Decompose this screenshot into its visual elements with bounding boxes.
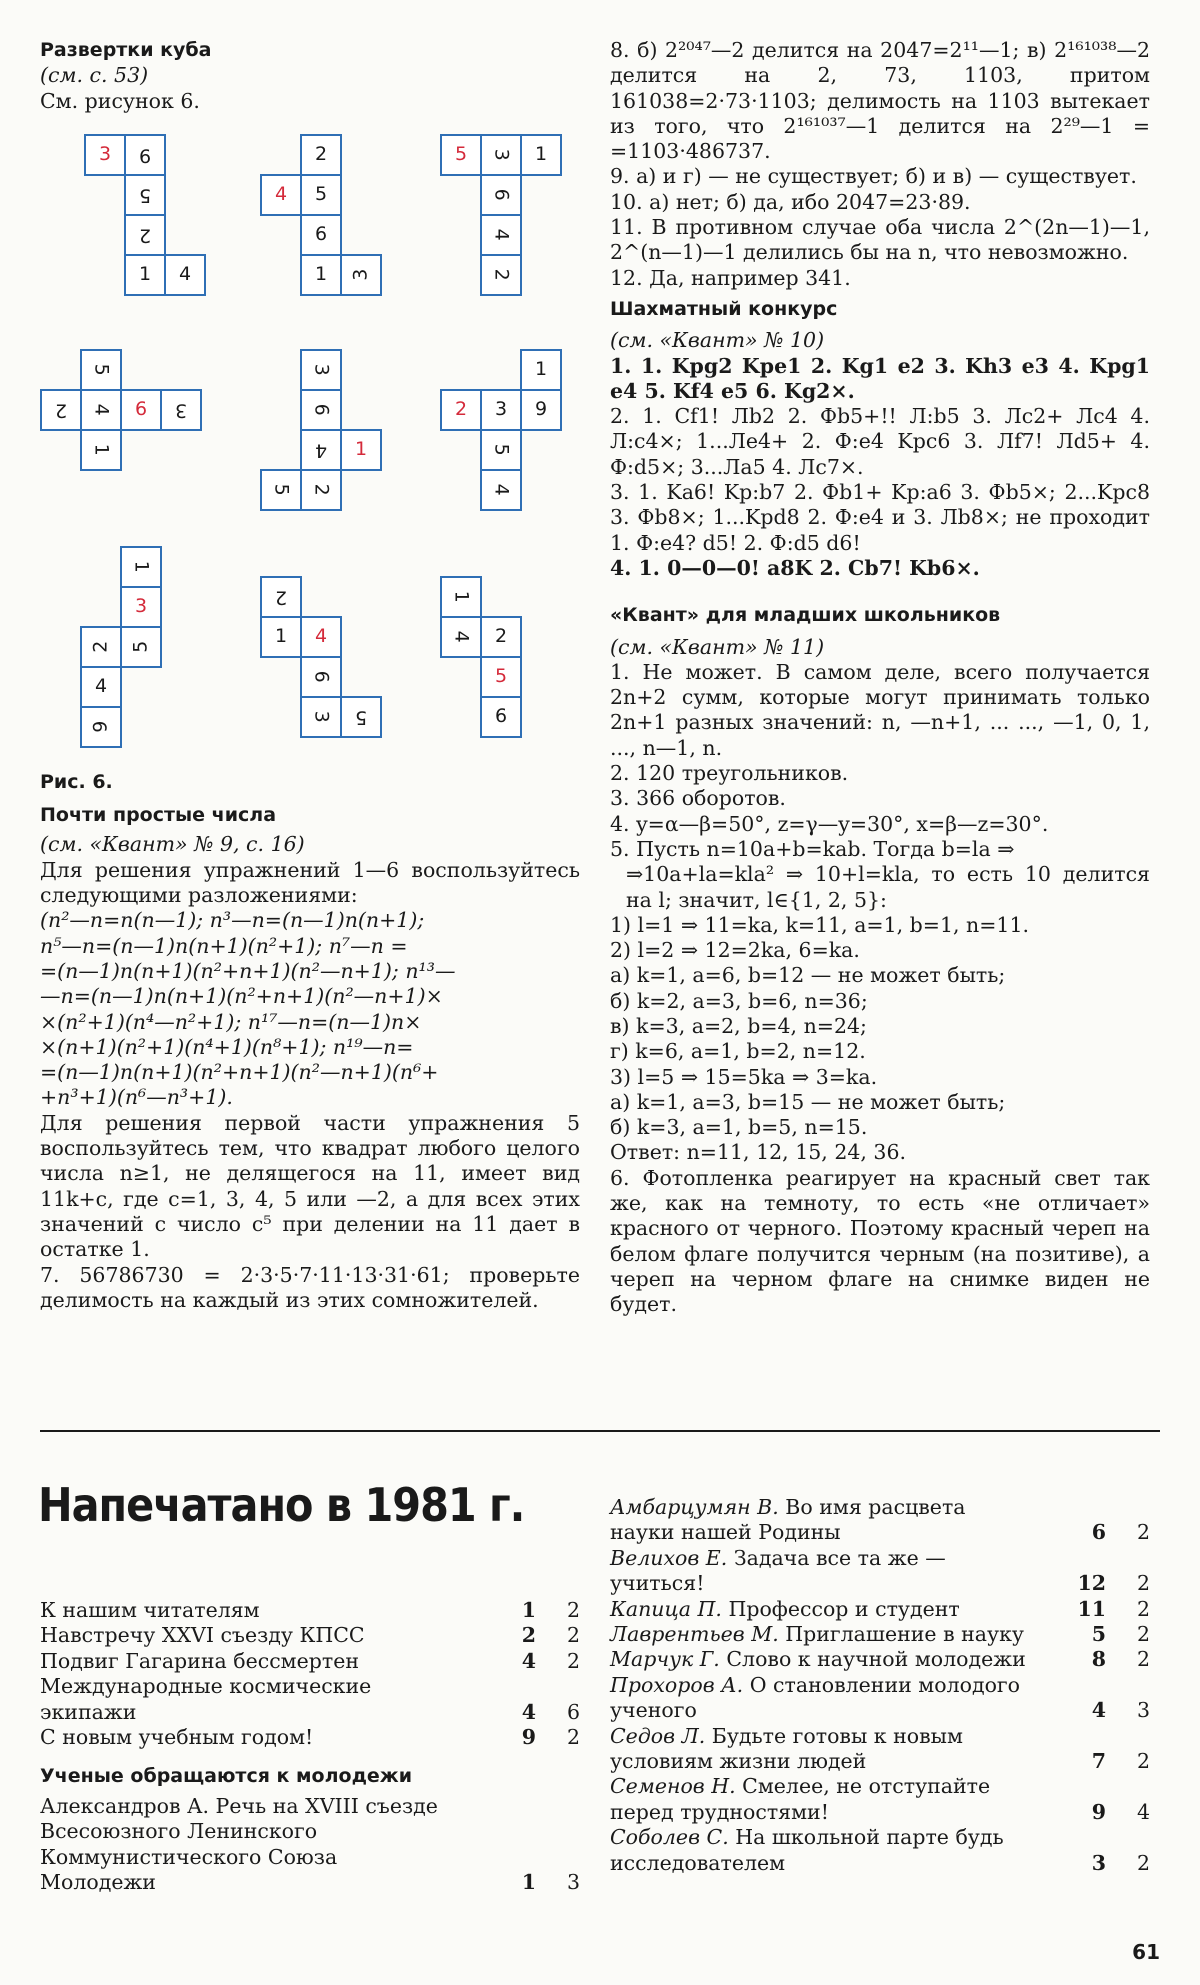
- toc-row: Капица П. Профессор и студент 11 2: [610, 1596, 1150, 1621]
- net-cell: 3: [480, 389, 522, 431]
- net-cell: 2: [300, 134, 342, 176]
- net-cell: 6: [120, 389, 162, 431]
- kids-heading: «Квант» для младших школьников: [610, 604, 1001, 627]
- net-cell: 5: [480, 429, 522, 471]
- toc-row: Александров А. Речь на XVIII съезде Всесоюзного Ленинского Коммунистического Союза Молодежи 1 3: [40, 1793, 580, 1895]
- net-cell: 3: [480, 134, 522, 176]
- net-cell: 5: [340, 696, 382, 738]
- net-cell: 4: [300, 429, 342, 471]
- case-line: в) k=3, a=2, b=4, n=24;: [610, 1013, 867, 1038]
- net-cell: 2: [260, 576, 302, 618]
- toc-row: Соболев С. На школьной парте будь исследователем 3 2: [610, 1825, 1150, 1875]
- toc-row: Семенов Н. Смелее, не отступайте перед трудностями! 9 4: [610, 1774, 1150, 1824]
- net-cell: 6: [480, 696, 522, 738]
- formula-line: n⁵—n=(n—1)n(n+1)(n²+1); n⁷—n =: [40, 933, 408, 958]
- case-line: 3) l=5 ⇒ 15=5ka ⇒ 3=ka.: [610, 1064, 878, 1089]
- kids-answer: 6. Фотопленка реагирует на красный свет так же, как на темноту, то есть «не отличает» красного от черного. Поэтому красный череп на белом флаге получится черным (на позитиве), а череп на черном флаге на снимке виден не будет.: [610, 1165, 1150, 1317]
- answer-item: 12. Да, например 341.: [610, 265, 851, 290]
- net-cell: 6: [480, 174, 522, 216]
- toc-row: К нашим читателям 1 2: [40, 1598, 580, 1622]
- toc-row: Седов Л. Будьте готовы к новым условиям жизни людей 7 2: [610, 1723, 1150, 1774]
- net-cell: 1: [120, 546, 162, 588]
- net-cell: 4: [440, 616, 482, 658]
- kids-answer: 4. y=α—β=50°, z=γ—y=30°, x=β—z=30°.: [610, 811, 1049, 836]
- formula-line: =(n—1)n(n+1)(n²+n+1)(n²—n+1)(n⁶+: [40, 1060, 439, 1085]
- left-column: [40, 38, 580, 1313]
- answer-item: 11. В противном случае оба числа 2^(2n—1)—1, 2^(n—1)—1 делились бы на n, что невозможно.: [610, 215, 1150, 265]
- chess-ref: (см. «Квант» № 10): [610, 328, 825, 353]
- chess-heading: Шахматный конкурс: [610, 297, 838, 320]
- net-cell: 2: [124, 214, 166, 256]
- net-cell: 1: [520, 349, 562, 391]
- toc-row: Международные космические экипажи 4 6: [40, 1674, 580, 1724]
- case-line: а) k=1, a=3, b=15 — не может быть;: [610, 1089, 1006, 1114]
- primes-ref: (см. «Квант» № 9, с. 16): [40, 832, 305, 857]
- chess-answer: 2. 1. Cf1! Лb2 2. Фb5+!! Л:b5 3. Лc2+ Лc4 4. Л:c4×; 1...Лe4+ 2. Ф:e4 Kpc6 3. Лf7! Лd5+ 4. Ф:d5×; 3...Лa5 4. Лc7×.: [610, 404, 1150, 479]
- kids-answer: 3. 366 оборотов.: [610, 786, 786, 811]
- net-cell: 1: [440, 576, 482, 618]
- case-line: б) k=2, a=3, b=6, n=36;: [610, 988, 868, 1013]
- net-cell: 4: [480, 469, 522, 511]
- answer-line: Ответ: n=11, 12, 15, 24, 36.: [610, 1140, 907, 1165]
- net-cell: 2: [440, 389, 482, 431]
- net-cell: 3: [84, 134, 126, 176]
- toc-row: Навстречу XXVI съезду КПСС 2 2: [40, 1623, 580, 1648]
- case-line: а) k=1, a=6, b=12 — не может быть;: [610, 963, 1006, 988]
- answer-item: 8. б) 2²⁰⁴⁷—2 делится на 2047=2¹¹—1; в) 2¹⁶¹⁰³⁸—2 делится на 2, 73, 1103, притом 161038=2·73·1103; делимость на 1103 вытекает из того, что 2¹⁶¹⁰³⁷—1 делится на 2²⁹—1 = =1103·486737.: [610, 38, 1150, 164]
- net-cell: 2: [80, 626, 122, 668]
- primes-paragraph: Для решения первой части упражнения 5 воспользуйтесь тем, что квадрат любого целого числа n≥1, не делящегося на 11, имеет вид 11k+c, где c=1, 3, 4, 5 или —2, а для всех этих значений c число c⁵ при делении на 11 дает в остатке 1.: [40, 1110, 580, 1262]
- toc-title: Напечатано в 1981 г.: [38, 1478, 525, 1532]
- net-cell: 2: [480, 254, 522, 296]
- net-cell: 4: [164, 254, 206, 296]
- net-cell: 4: [80, 389, 122, 431]
- net-cell: 2: [300, 469, 342, 511]
- toc-section-heading: Ученые обращаются к молодежи: [40, 1765, 413, 1788]
- net-cell: 4: [80, 666, 122, 708]
- net-cell: 6: [300, 389, 342, 431]
- toc-row: Марчук Г. Слово к научной молодежи 8 2: [610, 1647, 1150, 1672]
- toc-row: Подвиг Гагарина бессмертен 4 2: [40, 1648, 580, 1673]
- formula-line: =(n—1)n(n+1)(n²+n+1)(n²—n+1); n¹³—: [40, 958, 456, 983]
- net-cell: 4: [260, 174, 302, 216]
- net-cell: 1: [340, 429, 382, 471]
- toc-row: Амбарцумян В. Во имя расцвета науки нашей Родины 6 2: [610, 1495, 1150, 1545]
- case-line: 2) l=2 ⇒ 12=2ka, 6=ka.: [610, 938, 860, 963]
- toc-right: [610, 1495, 1150, 1876]
- kids-answer: ⇒10a+la=kla² ⇒ 10+l=kla, то есть 10 делится на l; значит, l∈{1, 2, 5}:: [626, 862, 1150, 912]
- formula-line: ×(n+1)(n²+1)(n⁴+1)(n⁸+1); n¹⁹—n=: [40, 1034, 414, 1059]
- net-cell: 6: [300, 656, 342, 698]
- net-cell: 3: [300, 696, 342, 738]
- formula-line: ×(n²+1)(n⁴—n²+1); n¹⁷—n=(n—1)n×: [40, 1009, 422, 1034]
- net-cell: 5: [120, 626, 162, 668]
- chess-answer: 1. 1. Kpg2 Kpe1 2. Kg1 e2 3. Kh3 e3 4. Kpg1 e4 5. Kf4 e5 6. Kg2×.: [610, 353, 1150, 403]
- chess-answer: 4. 1. 0—0—0! a8K 2. Cb7! Kb6×.: [610, 555, 980, 580]
- net-cell: 9: [520, 389, 562, 431]
- formula-line: —n=(n—1)n(n+1)(n²+n+1)(n²—n+1)×: [40, 984, 443, 1009]
- kids-answer: 2. 120 треугольников.: [610, 761, 849, 786]
- case-line: б) k=3, a=1, b=5, n=15.: [610, 1115, 868, 1140]
- cube-nets-figure: [40, 114, 580, 764]
- toc-row: С новым учебным годом! 9 2: [40, 1725, 580, 1750]
- net-cell: 3: [160, 389, 202, 431]
- net-cell: 5: [480, 656, 522, 698]
- chess-answer: 3. 1. Ka6! Kp:b7 2. Фb1+ Kp:a6 3. Фb5×; 2...Kpc8 3. Фb8×; 1...Kpd8 2. Ф:e4 и 3. Лb8×; не проходит 1. Ф:e4? d5! 2. Ф:d5 d6!: [610, 480, 1150, 555]
- net-cell: 6: [300, 214, 342, 256]
- kids-answer: 5. Пусть n=10a+b=kab. Тогда b=la ⇒: [610, 836, 1015, 861]
- net-cell: 2: [480, 616, 522, 658]
- net-cell: 5: [124, 174, 166, 216]
- kids-answer: 1. Не может. В самом деле, всего получается 2n+2 сумм, которые могут принимать только 2n+1 разных значений: n, —n+1, ... ..., —1, 0, 1, ..., n—1, n.: [610, 659, 1150, 760]
- cube-text: См. рисунок 6.: [40, 88, 200, 113]
- net-cell: 5: [300, 174, 342, 216]
- net-cell: 4: [300, 616, 342, 658]
- net-cell: 1: [300, 254, 342, 296]
- net-cell: 2: [40, 389, 82, 431]
- kids-ref: (см. «Квант» № 11): [610, 634, 825, 659]
- cube-ref: (см. с. 53): [40, 63, 149, 88]
- primes-paragraph: Для решения упражнений 1—6 воспользуйтесь следующими разложениями:: [40, 857, 580, 908]
- toc-row: Велихов Е. Задача все та же — учиться! 12 2: [610, 1545, 1150, 1596]
- answer-item: 9. а) и г) — не существует; б) и в) — существует.: [610, 164, 1137, 189]
- net-cell: 3: [120, 586, 162, 628]
- net-cell: 1: [520, 134, 562, 176]
- net-cell: 1: [124, 254, 166, 296]
- primes-paragraph: 7. 56786730 = 2·3·5·7·11·13·31·61; проверьте делимость на каждый из этих сомножителей.: [40, 1262, 580, 1312]
- case-line: г) k=6, a=1, b=2, n=12.: [610, 1039, 866, 1064]
- figure-caption: Рис. 6.: [40, 770, 113, 793]
- cube-heading: Развертки куба: [40, 39, 212, 61]
- net-cell: 9: [124, 134, 166, 176]
- net-cell: 1: [80, 429, 122, 471]
- answer-item: 10. а) нет; б) да, ибо 2047=23·89.: [610, 189, 971, 214]
- net-cell: 1: [260, 616, 302, 658]
- net-cell: 5: [260, 469, 302, 511]
- net-cell: 4: [480, 214, 522, 256]
- formula-line: (n²—n=n(n—1); n³—n=(n—1)n(n+1);: [40, 908, 425, 933]
- toc-row: Лаврентьев М. Приглашение в науку 5 2: [610, 1622, 1150, 1647]
- net-cell: 3: [340, 254, 382, 296]
- section-divider: [40, 1430, 1160, 1432]
- case-line: 1) l=1 ⇒ 11=ka, k=11, a=1, b=1, n=11.: [610, 912, 1030, 937]
- page-number: 61: [1132, 1940, 1160, 1964]
- formula-line: +n³+1)(n⁶—n³+1).: [40, 1085, 233, 1110]
- right-column: [610, 38, 1150, 1318]
- net-cell: 5: [440, 134, 482, 176]
- toc-row: Прохоров А. О становлении молодого ученого 4 3: [610, 1672, 1150, 1723]
- net-cell: 5: [80, 349, 122, 391]
- toc-left: [40, 1598, 580, 1895]
- primes-heading: Почти простые числа: [40, 804, 277, 827]
- net-cell: 9: [80, 706, 122, 748]
- net-cell: 3: [300, 349, 342, 391]
